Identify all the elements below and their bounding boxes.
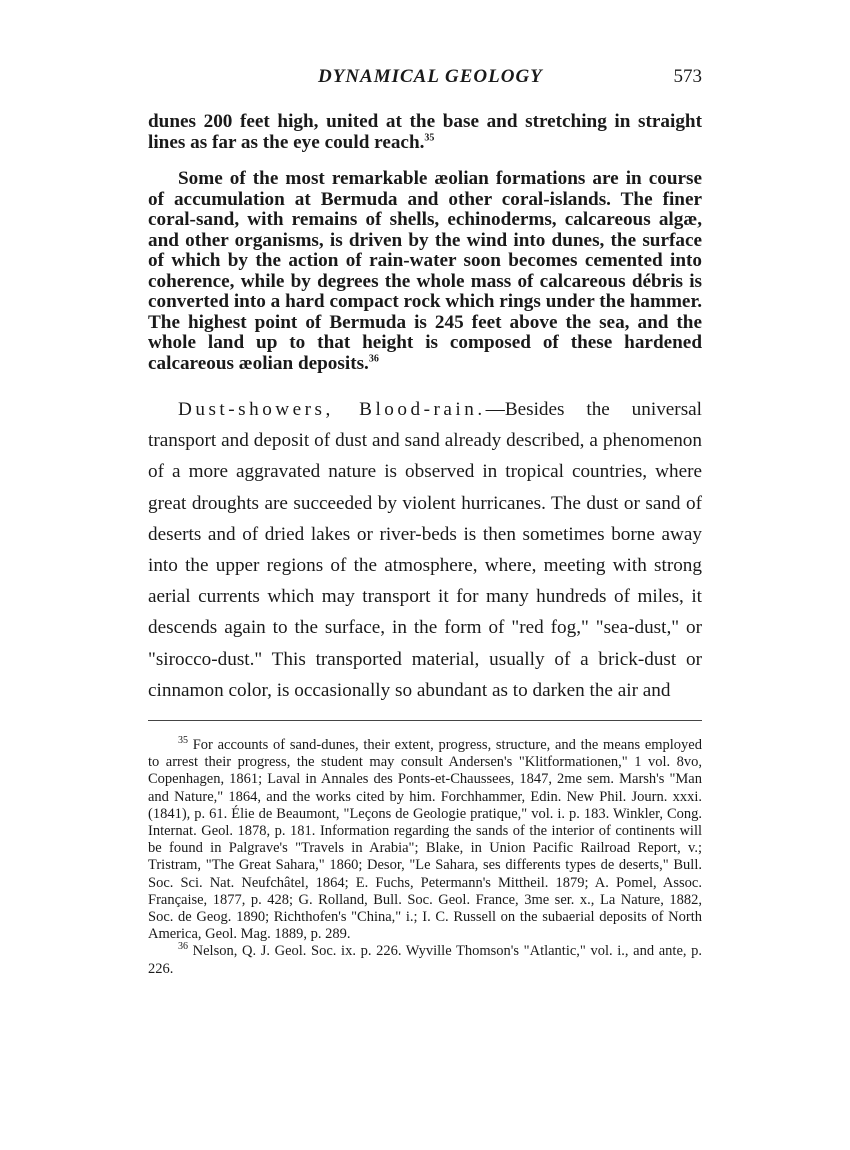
- footnote-36: [148, 943, 702, 977]
- footnote-text: Nelson, Q. J. Geol. Soc. ix. p. 226. Wyville Thomson's "Atlantic," vol. i., and ante, p. 226.: [148, 943, 703, 977]
- book-page: [148, 66, 702, 978]
- running-title: DYNAMICAL GEOLOGY: [318, 66, 543, 87]
- footnote-number: 36: [178, 941, 188, 953]
- paragraph-dust-showers: [148, 394, 702, 706]
- footnote-text: For accounts of sand-dunes, their extent, progress, structure, and the means employed to arrest their progress, the student may consult Andersen's "Klitformationen," 1 vol. 8vo, Copenhagen, 1861; Laval in Annales des Ponts-et-Chaussees, 1847, 2me sem. Marsh's "Man and Nature," 1864, and the works cited by him. Forchhammer, Edin. New Phil. Journ. xxxi. (1841), p. 61. Élie de Beaumont, "Leçons de Geologie pratique," vol. i. p. 183. Winkler, Cong. Internat. Geol. 1878, p. 181. Information regarding the sands of the interior of continents will be found in Palgrave's "Travels in Arabia"; Blake, in Union Pacific Railroad Report, v.; Tristram, "The Great Sahara," 1860; Desor, "Le Sahara, ses differents types de deserts," Bull. Soc. Sci. Nat. Neufchâtel, 1864; E. Fuchs, Petermann's Mittheil. 1879; A. Pomel, Assoc. Française, 1877, p. 428; G. Rolland, Bull. Soc. Geol. France, 3me ser. x., La Nature, 1882, Soc. de Geog. 1890; Richthofen's "China," i.; I. C. Russell on the subaerial deposits of North America, Geol. Mag. 1889, p. 289.: [148, 737, 702, 943]
- footnote-ref: 35: [424, 132, 435, 144]
- footnote-35: [148, 737, 702, 943]
- footnote-number: 35: [178, 735, 188, 747]
- page-number: 573: [673, 66, 702, 87]
- footnotes: [148, 737, 702, 978]
- paragraph-text: Some of the most remarkable æolian formations are in course of accumulation at Bermuda and other coral-islands. The finer coral-sand, with remains of shells, echinoderms, calcareous algæ, and other organisms, is driven by the wind into dunes, the surface of which by the action of rain-water soon becomes cemented into coherence, while by degrees the whole mass of calcareous débris is converted into a hard compact rock which rings under the hammer. The highest point of Bermuda is 245 feet above the sea, and the whole land up to that height is composed of these hardened calcareous æolian deposits.: [148, 168, 702, 374]
- paragraph-text: dunes 200 feet high, united at the base and stretching in straight lines as far as the eye could reach.: [148, 111, 702, 153]
- paragraph-text: —Besides the universal transport and deposit of dust and sand already described, a phenomenon of a more aggravated nature is observed in tropical countries, where great droughts are succeeded by violent hurricanes. The dust or sand of deserts and of dried lakes or river-beds is then sometimes borne away into the upper regions of the atmosphere, where, meeting with strong aerial currents which may transport it for many hundreds of miles, it descends again to the surface, in the form of "red fog," "sea-dust," or "sirocco-dust." This transported material, usually of a brick-dust or cinnamon color, is occasionally so abundant as to darken the air and: [148, 399, 703, 701]
- section-heading: Dust-showers, Blood-rain.: [178, 399, 486, 420]
- page-header: [148, 66, 702, 96]
- footnote-divider: [148, 720, 702, 721]
- paragraph-dunes-continued: [148, 112, 702, 153]
- paragraph-bermuda: [148, 169, 702, 374]
- footnote-ref: 36: [368, 353, 379, 365]
